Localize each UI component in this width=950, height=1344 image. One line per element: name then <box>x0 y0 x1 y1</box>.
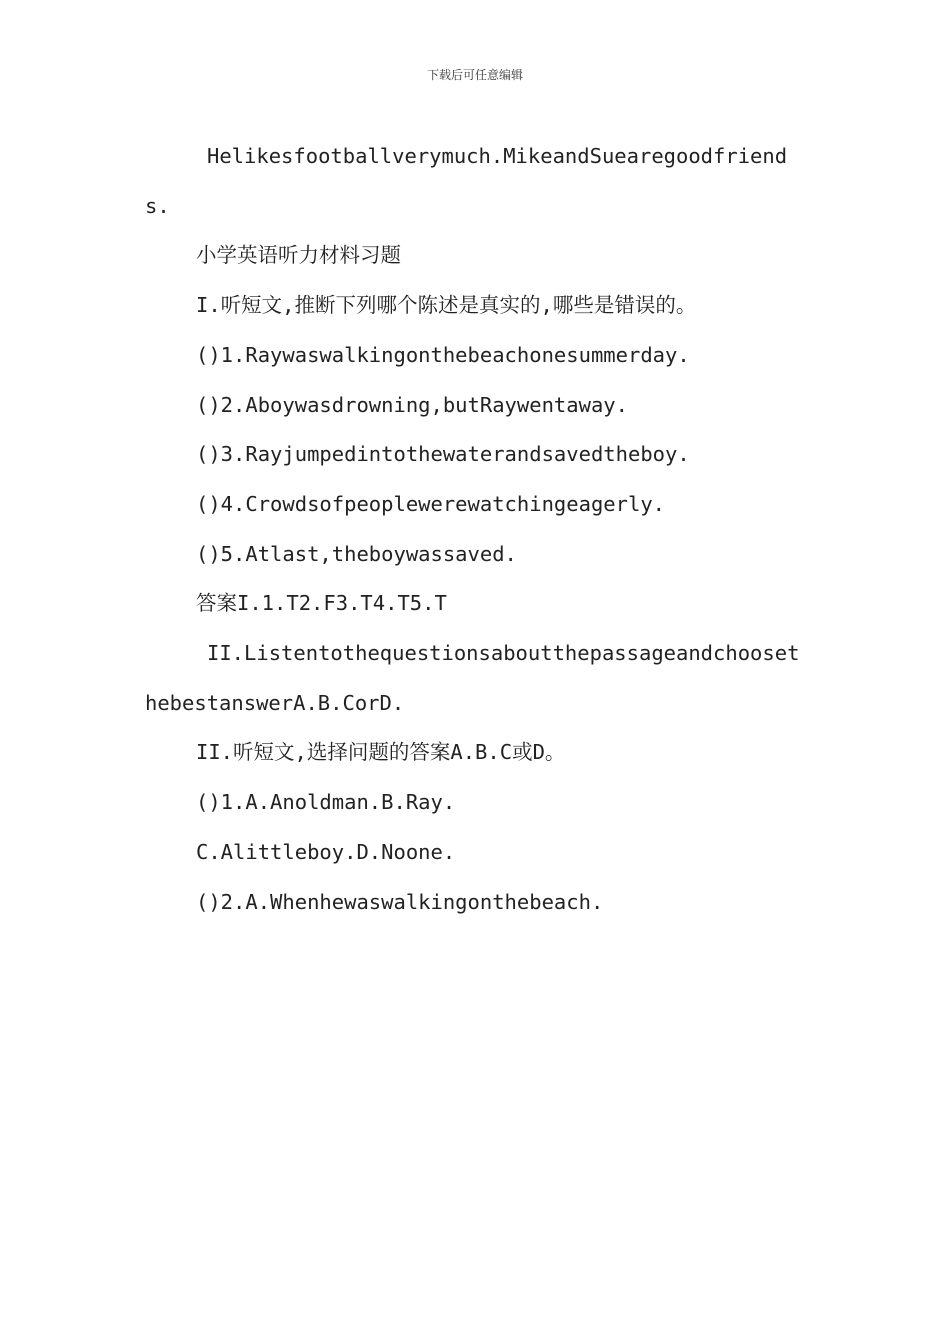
part-two-instruction-chinese: II.听短文,选择问题的答案A.B.C或D。 <box>196 740 566 765</box>
question-item: ()1.A.Anoldman.B.Ray. <box>196 790 456 815</box>
document-body <box>145 132 810 927</box>
section-title: 小学英语听力材料习题 <box>196 243 401 268</box>
part-two-instruction-english: II.ListentothequestionsaboutthepassageandchoosethebestanswerA.B.CorD. <box>145 641 800 715</box>
question-item: ()4.Crowdsofpeoplewerewatchingeagerly. <box>196 491 665 516</box>
part-one-instruction: I.听短文,推断下列哪个陈述是真实的,哪些是错误的。 <box>196 293 697 318</box>
question-item: ()1.Raywaswalkingonthebeachonesummerday. <box>196 342 690 367</box>
paragraph-intro: Helikesfootballverymuch.MikeandSuearegoodfriends. <box>145 144 788 218</box>
question-item: ()2.A.Whenhewaswalkingonthebeach. <box>196 889 604 914</box>
question-item: ()2.Aboywasdrowning,butRaywentaway. <box>196 392 628 417</box>
page-header: 下载后可任意编辑 <box>426 68 523 82</box>
question-item: ()3.Rayjumpedintothewaterandsavedtheboy. <box>196 442 690 467</box>
answer-key: 答案I.1.T2.F3.T4.T5.T <box>196 591 447 616</box>
question-item: ()5.Atlast,theboywassaved. <box>196 541 517 566</box>
question-options: C.Alittleboy.D.Noone. <box>196 839 456 864</box>
